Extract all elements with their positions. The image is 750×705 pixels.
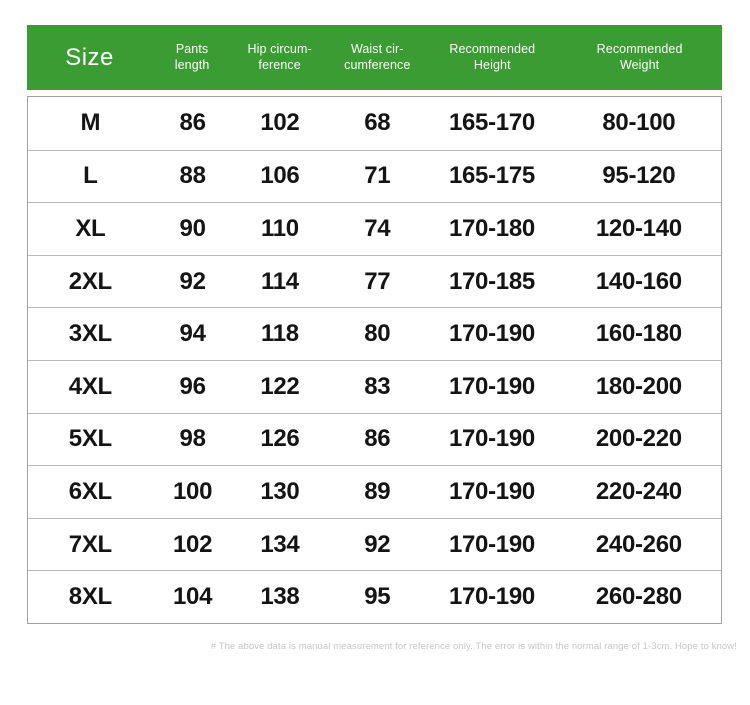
cell-size: 3XL (68, 320, 112, 348)
cell-hip-circumference: 106 (260, 162, 300, 190)
cell-pants-length: 98 (179, 425, 206, 453)
cell-pants-length: 92 (179, 267, 206, 295)
header-recommended-height: Recommended Height (449, 42, 536, 72)
table-row (28, 202, 721, 255)
cell-pants-length: 104 (173, 583, 213, 611)
cell-waist-circumference: 95 (364, 583, 391, 611)
cell-hip-circumference: 114 (260, 267, 299, 295)
cell-pants-length: 96 (179, 372, 206, 400)
cell-recommended-height: 170-190 (448, 583, 535, 611)
cell-waist-circumference: 92 (364, 530, 391, 558)
cell-hip-circumference: 118 (260, 320, 299, 348)
cell-size: 8XL (68, 583, 112, 611)
table-row (28, 307, 721, 360)
table-body (27, 96, 722, 624)
cell-recommended-height: 170-180 (448, 214, 535, 242)
cell-waist-circumference: 74 (364, 214, 391, 242)
cell-hip-circumference: 110 (260, 214, 299, 242)
cell-size: L (83, 162, 98, 190)
cell-pants-length: 100 (173, 477, 213, 505)
table-row (28, 413, 721, 466)
header-recommended-weight: Recommended Weight (596, 42, 683, 72)
cell-waist-circumference: 89 (364, 477, 391, 505)
cell-waist-circumference: 68 (364, 109, 391, 137)
header-size (27, 43, 152, 72)
cell-size: 2XL (68, 267, 112, 295)
header-pants-length: Pants length (174, 42, 210, 72)
cell-hip-circumference: 102 (260, 109, 300, 137)
header-hip-circumference: Hip circum- ference (247, 42, 312, 72)
cell-size: M (80, 109, 101, 137)
cell-recommended-weight: 95-120 (602, 162, 676, 190)
measurement-disclaimer-note: # The above data is manual measurement for reference only. The error is within the normal range of 1-3cm. Hope to know! (210, 641, 737, 652)
cell-hip-circumference: 122 (260, 372, 300, 400)
cell-pants-length: 88 (179, 162, 206, 190)
table-row (28, 465, 721, 518)
cell-recommended-weight: 200-220 (595, 425, 682, 453)
cell-recommended-weight: 80-100 (602, 109, 676, 137)
cell-recommended-weight: 140-160 (595, 267, 682, 295)
cell-waist-circumference: 80 (364, 320, 391, 348)
cell-pants-length: 102 (173, 530, 213, 558)
cell-recommended-height: 165-175 (448, 162, 535, 190)
header-size-label: Size (65, 43, 114, 71)
cell-recommended-height: 170-185 (448, 267, 535, 295)
cell-recommended-height: 170-190 (448, 425, 535, 453)
header-waist-circumference: Waist cir- cumference (344, 42, 411, 72)
cell-hip-circumference: 134 (260, 530, 300, 558)
cell-recommended-height: 170-190 (448, 320, 535, 348)
cell-recommended-height: 170-190 (448, 372, 535, 400)
cell-size: 6XL (68, 477, 112, 505)
cell-waist-circumference: 71 (364, 162, 391, 190)
cell-recommended-weight: 120-140 (595, 214, 682, 242)
cell-waist-circumference: 77 (364, 267, 391, 295)
cell-recommended-weight: 260-280 (595, 583, 682, 611)
table-row (28, 518, 721, 571)
cell-hip-circumference: 138 (260, 583, 300, 611)
cell-size: 7XL (68, 530, 112, 558)
table-header-row (27, 25, 722, 90)
cell-pants-length: 90 (179, 214, 206, 242)
table-row (28, 570, 721, 623)
cell-recommended-height: 165-170 (448, 109, 535, 137)
cell-recommended-weight: 220-240 (595, 477, 682, 505)
table-row (28, 97, 721, 150)
cell-hip-circumference: 130 (260, 477, 300, 505)
cell-recommended-weight: 160-180 (595, 320, 682, 348)
cell-recommended-height: 170-190 (448, 477, 535, 505)
table-row (28, 255, 721, 308)
cell-recommended-weight: 180-200 (595, 372, 682, 400)
cell-pants-length: 86 (179, 109, 206, 137)
cell-size: 4XL (68, 372, 112, 400)
cell-recommended-weight: 240-260 (595, 530, 682, 558)
cell-size: XL (75, 214, 106, 242)
table-row (28, 360, 721, 413)
cell-hip-circumference: 126 (260, 425, 300, 453)
cell-pants-length: 94 (179, 320, 206, 348)
cell-waist-circumference: 83 (364, 372, 391, 400)
cell-recommended-height: 170-190 (448, 530, 535, 558)
cell-waist-circumference: 86 (364, 425, 391, 453)
size-chart-table (27, 25, 722, 624)
table-row (28, 150, 721, 203)
cell-size: 5XL (68, 425, 112, 453)
